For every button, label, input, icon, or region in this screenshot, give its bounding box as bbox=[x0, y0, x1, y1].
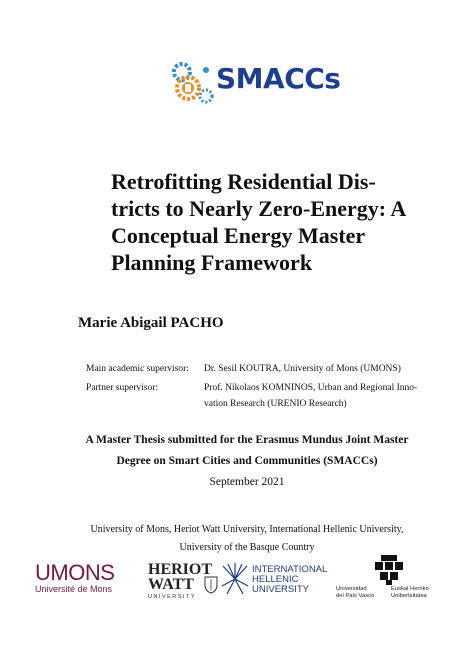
supervisor-name: Prof. Nikolaos KOMNINOS, Urban and Regional Inno-vation Research (URENIO Research) bbox=[204, 383, 418, 409]
universities-line: University of Mons, Heriot Watt University, International Hellenic University, bbox=[90, 524, 404, 535]
title-line: Planning Framework bbox=[111, 250, 313, 275]
universities-list bbox=[50, 521, 444, 557]
ihu-emblem-icon bbox=[220, 562, 250, 596]
supervisor-row bbox=[86, 361, 426, 377]
heriot-watt-logo-line: HERIOT bbox=[148, 561, 213, 578]
heriot-watt-logo-line: WATT bbox=[148, 576, 194, 593]
universities-line: University of the Basque Country bbox=[179, 542, 315, 553]
upv-ehu-logo bbox=[336, 555, 442, 607]
submission-date: September 2021 bbox=[209, 476, 285, 488]
heriot-watt-crest-icon bbox=[204, 576, 218, 594]
upv-logo-line: del País Vasco bbox=[336, 593, 375, 599]
supervisors-block bbox=[86, 361, 426, 412]
umons-logo-subtitle: Université de Mons bbox=[35, 584, 113, 594]
heriot-watt-logo-line: UNIVERSITY bbox=[148, 594, 197, 600]
supervisor-role: Main academic supervisor: bbox=[86, 364, 189, 374]
ihu-logo-text bbox=[252, 565, 327, 595]
upv-ehu-logo-text-right bbox=[391, 586, 429, 600]
heriot-watt-logo bbox=[148, 562, 218, 604]
supervisor-row bbox=[86, 380, 426, 412]
author-name: Marie Abigail PACHO bbox=[78, 315, 224, 331]
supervisor-role: Partner supervisor: bbox=[86, 383, 159, 393]
ihu-logo bbox=[220, 562, 340, 602]
upv-ehu-emblem-icon bbox=[372, 555, 406, 585]
upv-ehu-logo-text-left bbox=[336, 586, 374, 600]
upv-logo-line: Universidad bbox=[336, 586, 367, 592]
upv-logo-line: Unibertsitatea bbox=[391, 593, 427, 599]
title-line: Conceptual Energy Master bbox=[111, 223, 366, 248]
degree-line: Degree on Smart Cities and Communities (SMACCs) bbox=[116, 455, 378, 467]
ihu-logo-line: HELLENIC bbox=[252, 574, 299, 585]
umons-logo-word: UMONS bbox=[35, 560, 115, 585]
smaccs-logo bbox=[168, 58, 341, 110]
umons-logo bbox=[35, 562, 135, 602]
thesis-title bbox=[111, 168, 431, 276]
degree-line: A Master Thesis submitted for the Erasmus Mundus Joint Master bbox=[85, 434, 409, 446]
ihu-logo-line: INTERNATIONAL bbox=[252, 564, 328, 575]
supervisor-name: Dr. Sesil KOUTRA, University of Mons (UMONS) bbox=[204, 364, 401, 374]
upv-logo-line: Euskal Herriko bbox=[391, 586, 429, 592]
ihu-logo-line: UNIVERSITY bbox=[252, 584, 310, 595]
title-line: Retrofitting Residential Dis- bbox=[111, 169, 376, 194]
degree-statement bbox=[60, 430, 434, 472]
smaccs-logo-text: SMACCs bbox=[216, 62, 341, 95]
gears-icon bbox=[168, 58, 218, 110]
title-line: tricts to Nearly Zero-Energy: A bbox=[111, 196, 407, 221]
